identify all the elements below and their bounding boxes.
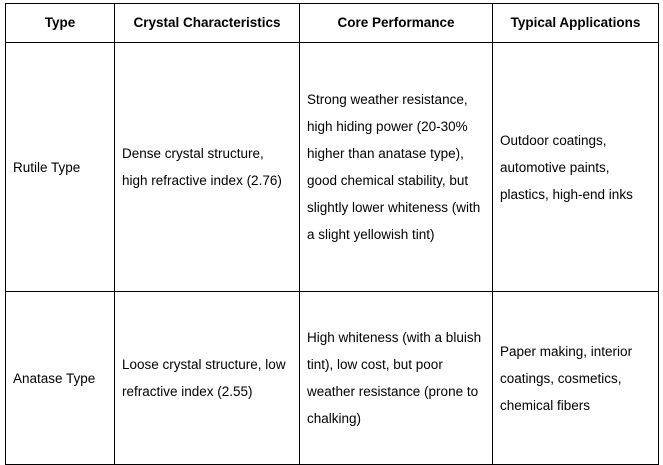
cell-core-performance [300,43,493,292]
table-row [6,292,659,465]
cell-core-performance [300,292,493,465]
cell-crystal-characteristics [115,43,300,292]
column-header-crystal-characteristics: Crystal Characteristics [115,4,300,43]
cell-type-text: Rutile Type [13,159,81,175]
table-row [6,43,659,292]
table-header-row [6,4,659,43]
cell-core-performance-text: Strong weather resistance, high hiding power (20-30% higher than anatase type), good chemical stability, but slightly lower whiteness (with a slight yellowish tint) [307,92,481,242]
column-header-typical-applications: Typical Applications [493,4,659,43]
column-header-type: Type [6,4,115,43]
cell-typical-applications [493,43,659,292]
cell-type [6,43,115,292]
cell-type-text: Anatase Type [13,370,96,386]
cell-crystal-characteristics-text: Dense crystal structure, high refractive index (2.76) [122,146,282,188]
cell-typical-applications-text: Paper making, interior coatings, cosmetics, chemical fibers [500,343,633,413]
cell-crystal-characteristics-text: Loose crystal structure, low refractive index (2.55) [122,357,286,399]
column-header-core-performance: Core Performance [300,4,493,43]
cell-typical-applications-text: Outdoor coatings, automotive paints, plastics, high-end inks [500,132,633,202]
cell-crystal-characteristics [115,292,300,465]
cell-core-performance-text: High whiteness (with a bluish tint), low cost, but poor weather resistance (prone to chalking) [307,330,482,426]
cell-typical-applications [493,292,659,465]
comparison-table [5,3,659,465]
cell-type [6,292,115,465]
